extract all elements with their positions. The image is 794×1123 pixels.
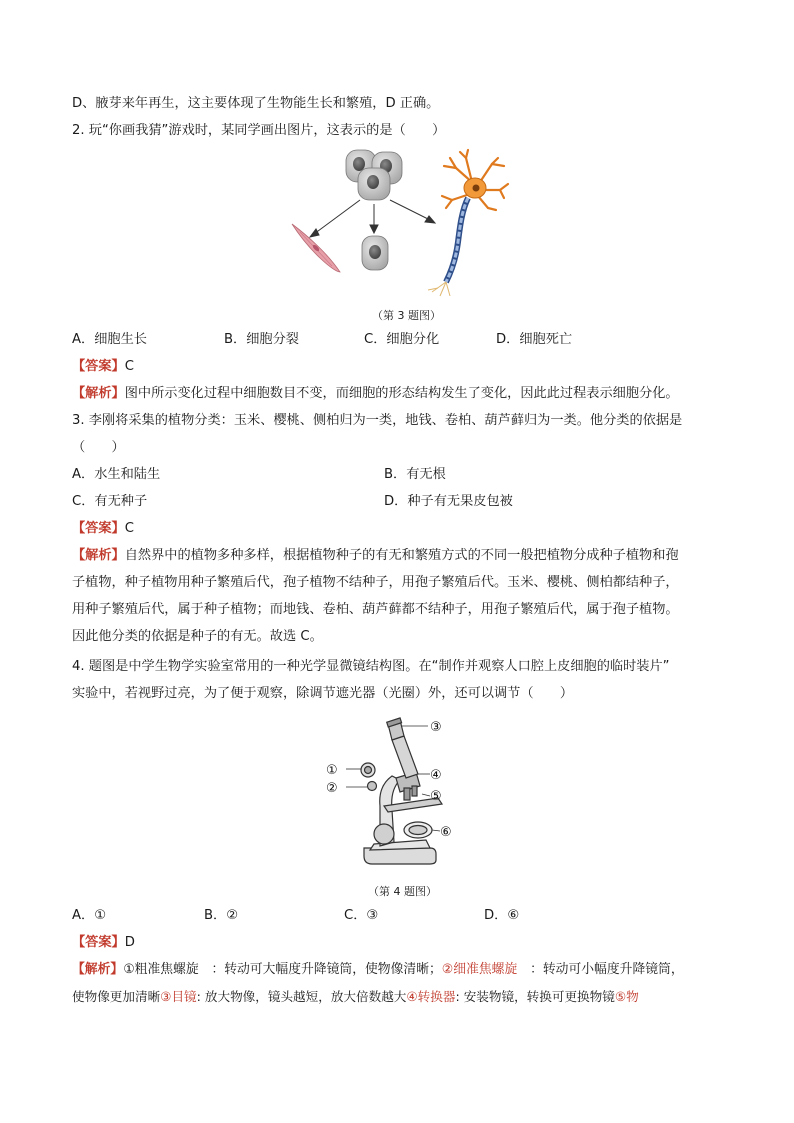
q3-analysis-line3: 用种子繁殖后代，属于种子植物；而地钱、卷柏、葫芦藓都不结种子，用孢子繁殖后代，属于孢子植物。: [72, 602, 679, 617]
analysis-tag: 【解析】: [72, 962, 124, 977]
q4-analysis-line2: [72, 987, 639, 1007]
q3-analysis-line1: [72, 546, 679, 566]
q3-analysis-line4: 因此他分类的依据是种子的有无。故选 C。: [72, 629, 323, 644]
answer-tag: 【答案】: [72, 359, 125, 374]
cell-cluster: [346, 150, 402, 200]
q3-option-a: A．水生和陆生: [72, 467, 161, 482]
q2-stem: 2. 玩“你画我猜”游戏时，某同学画出图片，这表示的是（ ）: [72, 123, 446, 138]
q3-option-c: C．有无种子: [72, 494, 148, 509]
label-4: ④: [430, 768, 442, 783]
q3-option-d: D．种子有无果皮包被: [384, 494, 513, 509]
answer-tag: 【答案】: [72, 935, 125, 950]
q4-figure-caption: （第 4 题图）: [368, 885, 437, 898]
analysis-text: 自然界中的植物多种多样，根据植物种子的有无和繁殖方式的不同一般把植物分成种子植物和孢: [124, 548, 679, 563]
q4-analysis-line1: [72, 960, 684, 980]
q4-stem-line1: 4. 题图是中学生物学实验室常用的一种光学显微镜结构图。在“制作并观察人口腔上皮细胞的临时装片”: [72, 659, 670, 674]
q3-option-b: B．有无根: [384, 467, 446, 482]
microscope-figure: [318, 714, 466, 874]
q2-option-d: D．细胞死亡: [496, 332, 573, 347]
q2-option-b: B．细胞分裂: [224, 332, 299, 347]
q2-option-a: A．细胞生长: [72, 332, 147, 347]
answer-value: C: [124, 521, 134, 536]
label-3: ③: [430, 720, 442, 735]
neuron-cell: [428, 150, 508, 296]
q3-analysis-line2: 子植物，种子植物用种子繁殖后代，孢子植物不结种子，用孢子繁殖后代。玉米、樱桃、侧柏都结种子，: [72, 575, 679, 590]
label-2: ②: [326, 781, 338, 796]
q4-option-b: B．②: [204, 908, 239, 923]
q4-stem-line2: 实验中，若视野过亮，为了便于观察，除调节遮光器（光圈）外，还可以调节（ ）: [72, 686, 574, 701]
analysis-text-b3: : 放大物像，镜头越短，放大倍数越大: [196, 989, 407, 1004]
answer-value: D: [124, 935, 135, 950]
q2-figure-caption: （第 3 题图）: [372, 309, 441, 322]
analysis-tag: 【解析】: [72, 548, 125, 563]
analysis-tag: 【解析】: [72, 386, 125, 401]
analysis-highlight-objective: ⑤物: [614, 989, 639, 1004]
q4-option-c: C．③: [344, 908, 379, 923]
analysis-text-b5: : 安装物镜，转换可更换物镜: [455, 989, 615, 1004]
q4-option-a: A．①: [72, 908, 107, 923]
label-6: ⑥: [440, 825, 452, 840]
label-5: ⑤: [430, 789, 442, 804]
answer-tag: 【答案】: [72, 521, 125, 536]
q3-stem-line2: （ ）: [72, 440, 125, 455]
analysis-highlight-nosepiece: ④转换器: [406, 989, 456, 1004]
analysis-text-b1: 使物像更加清晰: [72, 989, 161, 1004]
q1-tail-text: D、腋芽来年再生，这主要体现了生物能生长和繁殖，D 正确。: [72, 96, 440, 111]
answer-value: C: [124, 359, 134, 374]
label-1: ①: [326, 763, 338, 778]
q3-stem-line1: 3. 李刚将采集的植物分类：玉米、樱桃、侧柏归为一类，地钱、卷柏、葫芦藓归为一类。他分类的依据是: [72, 413, 683, 428]
q3-answer: [72, 519, 134, 539]
q2-answer: [72, 357, 134, 377]
analysis-text-part3: ：转动可小幅度升降镜筒，: [517, 962, 684, 977]
q4-answer: [72, 933, 135, 953]
q2-option-c: C．细胞分化: [364, 332, 440, 347]
q2-analysis: [72, 384, 679, 404]
analysis-text: 图中所示变化过程中细胞数目不变，而细胞的形态结构发生了变化，因此此过程表示细胞分化。: [124, 386, 679, 401]
single-cell: [362, 236, 388, 270]
q4-option-d: D．⑥: [484, 908, 520, 923]
analysis-highlight-eyepiece: ③目镜: [160, 989, 197, 1004]
cell-differentiation-figure: [282, 146, 514, 306]
analysis-text-part1: ①粗准焦螺旋 ：转动可大幅度升降镜筒，使物像清晰；: [123, 962, 442, 977]
analysis-highlight-fine-focus: ②细准焦螺旋: [441, 962, 518, 977]
